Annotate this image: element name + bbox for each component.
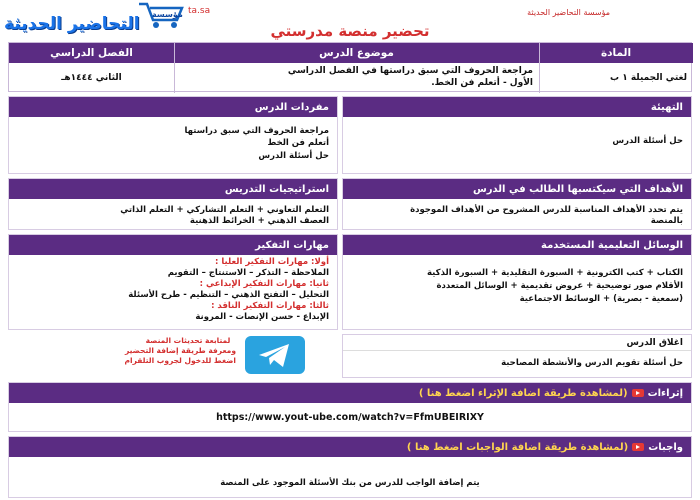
topic-line-2: الأول - أتعلم فن الخط. <box>431 78 533 88</box>
thinking-critical-text: الإبداع - حسن الإنصات - المرونة <box>195 312 329 323</box>
topic-value <box>174 63 539 93</box>
telegram-icon <box>245 336 305 374</box>
logo <box>2 0 211 36</box>
youtube-icon <box>632 389 644 397</box>
resources-line-3: (سمعية - بصرية) + الوسائط الاجتماعية <box>519 293 683 304</box>
vocabulary-title: مفردات الدرس <box>9 97 337 117</box>
objectives-box <box>342 178 692 230</box>
strategies-line-2: العصف الذهني + الخرائط الذهنية <box>189 216 329 227</box>
lesson-info-table <box>8 42 692 92</box>
thinking-box <box>8 234 338 330</box>
site-fragment: ta.sa <box>188 6 211 16</box>
resources-line-1: الكتاب + كتب الكترونية + السبورة التقليدية + السبورة الذكية <box>427 268 683 278</box>
telegram-line-3: اضغط للدخول لجروب التلقرام <box>124 356 236 366</box>
vocabulary-list <box>9 117 337 168</box>
thinking-high-label: أولا: مهارات التفكير العليا : <box>214 257 329 267</box>
homework-text: يتم إضافة الواجب للدرس من بنك الأسئلة الموجود على المنصة <box>220 478 480 488</box>
resources-title: الوسائل التعليمية المستخدمة <box>343 235 691 255</box>
vocabulary-item: حل أسئلة الدرس <box>258 150 329 161</box>
resources-body <box>343 255 691 311</box>
telegram-line-1: لمتابعة تحديثات المنصة <box>145 336 231 345</box>
logo-badge: مؤسسة <box>152 10 183 19</box>
closing-text: حل أسئلة تقويم الدرس والأنشطة المصاحبة <box>501 358 683 368</box>
subject-value: لغتي الجميلة ١ ب <box>610 73 687 83</box>
thinking-creative-text: التحليل – التفتح الذهني – التنظيم - طرح الأسئلة <box>128 290 329 301</box>
topic-header: موضوع الدرس <box>174 43 539 63</box>
resources-box <box>342 234 692 330</box>
warmup-text: حل أسئلة الدرس <box>612 136 683 146</box>
closing-title: اغلاق الدرس <box>343 335 691 351</box>
homework-header <box>9 437 691 457</box>
resources-line-2: الأقلام صور توضيحية + عروض تقديمية + الوسائل المتعددة <box>436 280 683 291</box>
term-value: الثاني ١٤٤٤هـ <box>61 73 122 83</box>
telegram-line-2: ومعرفة طريقة إضافة التحضير <box>124 346 236 356</box>
homework-video-link[interactable]: (لمشاهدة طريقة اضافة الواجبات اضغط هنا ) <box>406 441 629 453</box>
term-header: الفصل الدراسي <box>9 43 174 63</box>
enrichment-url[interactable]: https://www.yout-ube.com/watch?v=FfmUBEIRIXY <box>216 412 484 423</box>
subject-header: المادة <box>539 43 693 63</box>
closing-box <box>342 334 692 378</box>
vocabulary-item: أتعلم فن الخط <box>267 138 329 149</box>
enrichment-header <box>9 383 691 403</box>
telegram-button[interactable] <box>245 336 305 374</box>
topic-line-1: مراجعة الحروف التي سبق دراستها في الفصل الدراسي <box>287 66 533 77</box>
warmup-title: التهيئة <box>343 97 691 117</box>
homework-box <box>8 436 692 498</box>
telegram-promo[interactable] <box>124 336 236 366</box>
youtube-icon <box>632 443 644 451</box>
thinking-body <box>9 255 337 329</box>
thinking-creative-label: ثانيا: مهارات التفكير الإبداعي : <box>199 279 329 290</box>
enrichment-box <box>8 382 692 432</box>
strategies-title: استراتيجيات التدريس <box>9 179 337 199</box>
warmup-box <box>342 96 692 174</box>
objectives-line-1: يتم تحدد الأهداف المناسبة للدرس المشروح من الأهداف الموجودة <box>410 205 683 215</box>
strategies-line-1: التعلم التعاوني + التعلم التشاركي + التعلم الذاتي <box>120 205 329 215</box>
enrichment-label: إثراءات <box>647 387 683 399</box>
objectives-title: الأهداف التي سيكتسبها الطالب في الدرس <box>343 179 691 199</box>
objectives-line-2: بالمنصة <box>650 216 683 227</box>
homework-label: واجبات <box>648 441 683 453</box>
page-title: تحضير منصة مدرستي <box>270 22 430 40</box>
objectives-body <box>343 199 691 234</box>
logo-text: التحاضير الحديثة <box>4 14 140 34</box>
strategies-body <box>9 199 337 234</box>
thinking-title: مهارات التفكير <box>9 235 337 255</box>
vocabulary-box <box>8 96 338 174</box>
vocabulary-item: مراجعة الحروف التي سبق دراستها <box>184 126 329 136</box>
org-name: مؤسسة التحاضير الحديثة <box>527 8 610 17</box>
thinking-critical-label: ثالثا: مهارات التفكير الناقد : <box>211 301 329 312</box>
thinking-high-text: الملاحظة – التذكر – الاستنتاج – التقويم <box>167 268 329 279</box>
strategies-box <box>8 178 338 230</box>
enrichment-video-link[interactable]: (لمشاهدة طريقة اضافة الإثراء اضغط هنا ) <box>418 387 628 399</box>
